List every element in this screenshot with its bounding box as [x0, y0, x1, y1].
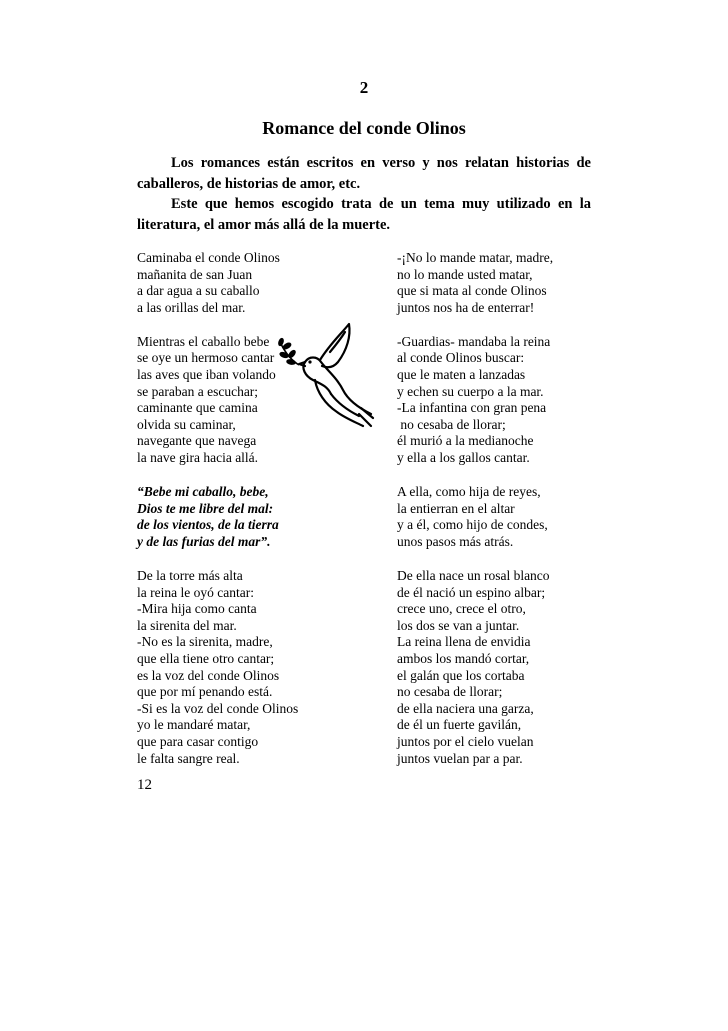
chapter-number: 2: [359, 78, 369, 97]
verse-line: yo le mandaré matar,: [137, 717, 251, 733]
verse-line: no cesaba de llorar;: [397, 416, 506, 432]
verse-line: Caminaba el conde Olinos: [137, 250, 280, 265]
verse-line: es la voz del conde Olinos: [137, 667, 280, 683]
stanza: [137, 568, 387, 767]
poem-title: Romance del conde Olinos: [262, 118, 466, 138]
verse-line: y de las furias del mar”.: [137, 533, 271, 549]
verse-line: “Bebe mi caballo, bebe,: [137, 484, 269, 500]
verse-line: se oye un hermoso cantar: [137, 350, 275, 366]
verse-line: crece uno, crece el otro,: [397, 601, 526, 617]
verse-line: no cesaba de llorar;: [397, 684, 503, 700]
verse-line: de los vientos, de la tierra: [137, 517, 279, 533]
verse-line: los dos se van a juntar.: [397, 617, 520, 633]
verse-line: de ella naciera una garza,: [397, 700, 534, 716]
verse-line: se paraban a escuchar;: [137, 383, 259, 399]
verse-line: que si mata al conde Olinos: [397, 283, 547, 299]
intro-text: [137, 153, 591, 235]
stanza: [137, 250, 387, 316]
verse-line: el galán que los cortaba: [397, 667, 525, 683]
verse-line: que para casar contigo: [137, 733, 259, 749]
stanza: [397, 568, 627, 767]
verse-line: al conde Olinos buscar:: [397, 350, 525, 366]
verse-line: a dar agua a su caballo: [137, 283, 260, 299]
verse-line: Dios te me libre del mal:: [137, 500, 274, 516]
verse-line: y a él, como hijo de condes,: [397, 517, 548, 533]
verse-line: -Mira hija como canta: [137, 601, 257, 617]
verse-line: Mientras el caballo bebe: [137, 333, 270, 349]
verse-line: la sirenita del mar.: [137, 617, 237, 633]
verse-line: olvida su caminar,: [137, 416, 236, 432]
verse-line: unos pasos más atrás.: [397, 533, 514, 549]
verse-line: -¡No lo mande matar, madre,: [397, 250, 554, 265]
dove-with-olive-branch-icon: [275, 322, 375, 432]
verse-line: De la torre más alta: [137, 568, 243, 583]
verse-line: a las orillas del mar.: [137, 299, 246, 315]
stanza: [397, 250, 627, 316]
verse-line: de él un fuerte gavilán,: [397, 717, 522, 733]
verse-line: la reina le oyó cantar:: [137, 584, 254, 600]
verse-line: no lo mande usted matar,: [397, 266, 533, 282]
verse-line: juntos por el cielo vuelan: [397, 733, 534, 749]
verse-line: le falta sangre real.: [137, 750, 240, 766]
stanza-quoted: [137, 484, 387, 550]
verse-line: A ella, como hija de reyes,: [397, 484, 541, 500]
verse-line: que ella tiene otro cantar;: [137, 650, 275, 666]
verse-line: que le maten a lanzadas: [397, 367, 526, 383]
page-number: 12: [137, 777, 152, 793]
intro-paragraph: Este que hemos escogido trata de un tema muy utilizado en la literatura, el amor más allá de la muerte.: [137, 196, 591, 233]
verse-line: él murió a la medianoche: [397, 433, 534, 449]
verse-line: -No es la sirenita, madre,: [137, 634, 273, 650]
intro-paragraph: Los romances están escritos en verso y nos relatan historias de caballeros, de historias de amor, etc.: [137, 155, 591, 192]
verse-line: y echen su cuerpo a la mar.: [397, 383, 544, 399]
verse-line: caminante que camina: [137, 400, 258, 416]
verse-line: juntos vuelan par a par.: [397, 750, 523, 766]
verse-line: la entierran en el altar: [397, 500, 515, 516]
verse-line: las aves que iban volando: [137, 367, 276, 383]
verse-line: juntos nos ha de enterrar!: [397, 299, 535, 315]
verse-line: la nave gira hacia allá.: [137, 450, 259, 466]
verse-line: ambos los mandó cortar,: [397, 650, 530, 666]
verse-line: y ella a los gallos cantar.: [397, 450, 530, 466]
verse-line: -Guardias- mandaba la reina: [397, 333, 551, 349]
verse-line: mañanita de san Juan: [137, 266, 253, 282]
right-verse-column: [397, 250, 627, 785]
verse-line: que por mí penando está.: [137, 684, 273, 700]
verse-line: -Si es la voz del conde Olinos: [137, 700, 299, 716]
stanza: [397, 334, 627, 467]
verse-line: La reina llena de envidia: [397, 634, 531, 650]
stanza: [397, 484, 627, 550]
verse-line: de él nació un espino albar;: [397, 584, 546, 600]
verse-line: De ella nace un rosal blanco: [397, 568, 550, 583]
verse-line: navegante que navega: [137, 433, 257, 449]
verse-line: -La infantina con gran pena: [397, 400, 547, 416]
